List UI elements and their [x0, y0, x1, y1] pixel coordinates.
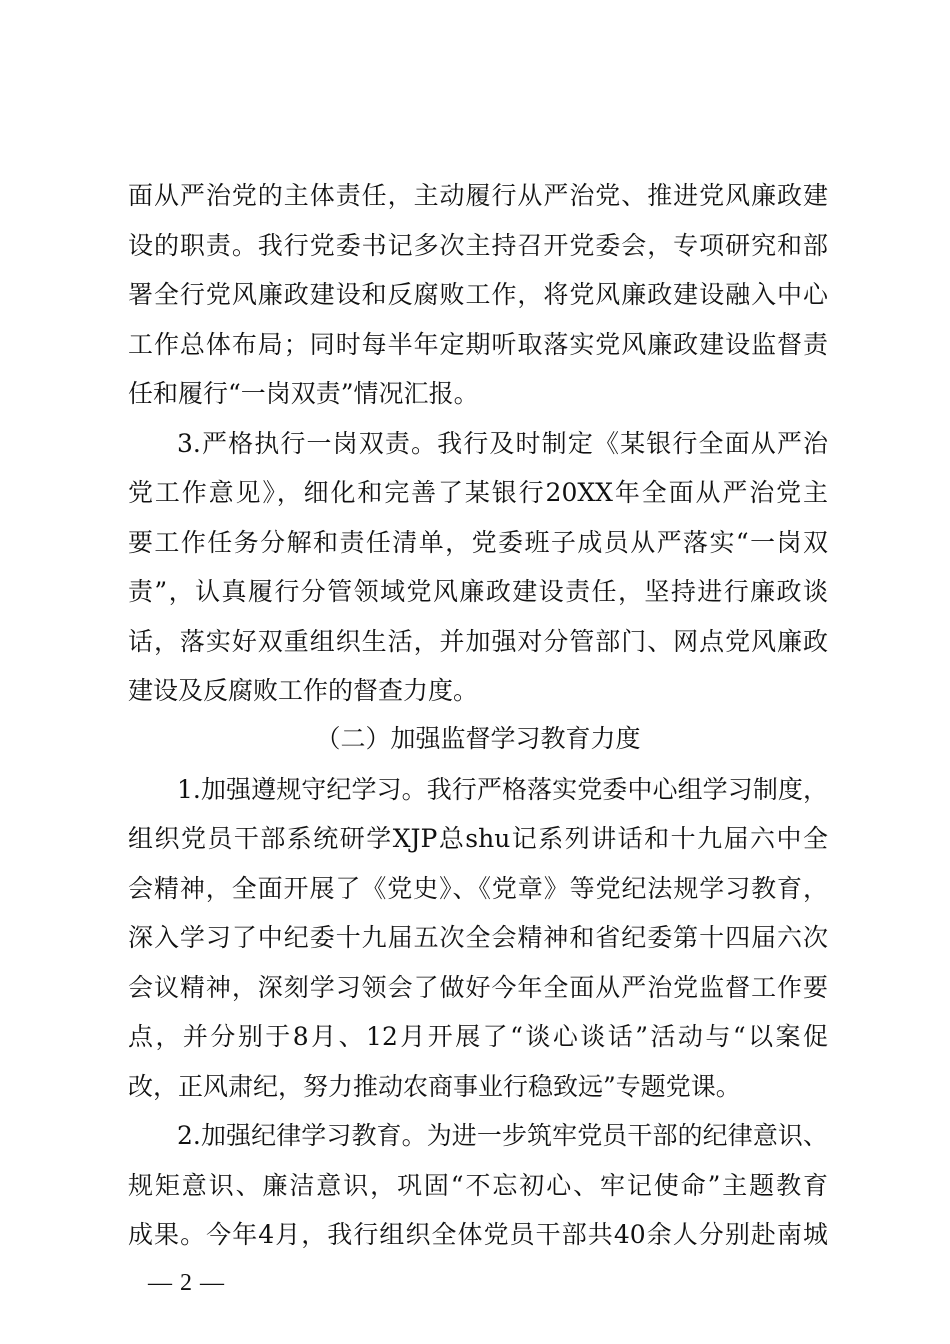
paragraph-3-first-line: 3.严格执行一岗双责。我行及时制定《某银行全面从严治 — [177, 429, 828, 458]
body-text-line: 任和履行“一岗双责”情况汇报。 — [128, 379, 479, 408]
body-text-line: 改，正风肃纪，努力推动农商事业行稳致远”专题党课。 — [128, 1072, 741, 1101]
body-text-line: 成果。今年4月，我行组织全体党员干部共40余人分别赴南城 — [128, 1220, 828, 1249]
body-text-line: 话，落实好双重组织生活，并加强对分管部门、网点党风廉政 — [128, 627, 828, 656]
body-text-line: 设的职责。我行党委书记多次主持召开党委会，专项研究和部 — [128, 231, 828, 260]
page-number: — 2 — — [148, 1270, 225, 1296]
body-text-line: 组织党员干部系统研学XJP总shu记系列讲话和十九届六中全 — [128, 824, 828, 853]
body-text-line: 会议精神，深刻学习领会了做好今年全面从严治党监督工作要 — [128, 973, 828, 1002]
paragraph-2-first-line: 2.加强纪律学习教育。为进一步筑牢党员干部的纪律意识、 — [177, 1121, 828, 1150]
body-text-line: 责”，认真履行分管领域党风廉政建设责任，坚持进行廉政谈 — [128, 577, 828, 606]
body-text-line: 点，并分别于8月、12月开展了“谈心谈话”活动与“以案促 — [128, 1022, 828, 1051]
body-text-line: 深入学习了中纪委十九届五次全会精神和省纪委第十四届六次 — [128, 923, 828, 952]
body-text-line: 规矩意识、廉洁意识，巩固“不忘初心、牢记使命”主题教育 — [128, 1171, 828, 1200]
body-text-line: 会精神，全面开展了《党史》、《党章》等党纪法规学习教育， — [128, 874, 828, 903]
body-text-line: 要工作任务分解和责任清单，党委班子成员从严落实“一岗双 — [128, 528, 828, 557]
body-text-line: 党工作意见》，细化和完善了某银行20XX年全面从严治党主 — [128, 478, 828, 507]
paragraph-1-first-line: 1.加强遵规守纪学习。我行严格落实党委中心组学习制度， — [177, 775, 828, 804]
section-heading: （二）加强监督学习教育力度 — [315, 724, 641, 753]
body-text-line: 署全行党风廉政建设和反腐败工作，将党风廉政建设融入中心 — [128, 280, 828, 309]
body-text-line: 工作总体布局；同时每半年定期听取落实党风廉政建设监督责 — [128, 330, 828, 359]
body-text-line: 面从严治党的主体责任，主动履行从严治党、推进党风廉政建 — [128, 181, 828, 210]
body-text-line: 建设及反腐败工作的督查力度。 — [128, 676, 479, 705]
